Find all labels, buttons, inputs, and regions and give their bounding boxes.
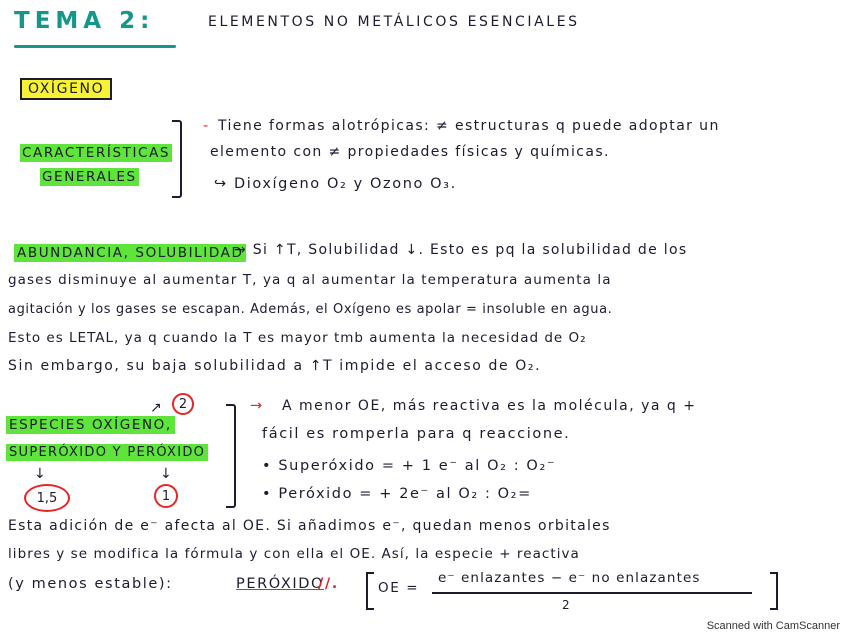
arrow-up-right-icon: ↗: [150, 400, 162, 416]
page-title: TEMA 2:: [14, 8, 155, 34]
abundancia-line2: gases disminuye al aumentar T, ya q al aumentar la temperatura aumenta la: [8, 272, 612, 288]
abundancia-line5: Sin embargo, su baja solubilidad a ↑T impide el acceso de O₂.: [8, 358, 542, 374]
especies-line1: A menor OE, más reactiva es la molécula, ya q +: [282, 398, 697, 414]
arrow-down-icon-right: ↓: [160, 466, 172, 482]
conclusion-line3-prefix: (y menos estable):: [8, 576, 173, 592]
page-subtitle: ELEMENTOS NO METÁLICOS ESENCIALES: [208, 14, 580, 30]
formula-denominator: 2: [562, 598, 572, 612]
abundancia-line1: → Si ↑T, Solubilidad ↓. Esto es pq la solubilidad de los: [234, 242, 688, 258]
caracteristicas-line1: Tiene formas alotrópicas: ≠ estructuras q puede adoptar un: [218, 118, 720, 134]
formula-numerator: e⁻ enlazantes − e⁻ no enlazantes: [438, 570, 701, 586]
formula-bracket-right: [770, 572, 778, 610]
especies-label-line2: SUPERÓXIDO Y PERÓXIDO: [6, 444, 208, 461]
caracteristicas-brace: [172, 120, 182, 198]
especies-brace: [226, 404, 236, 508]
circle-count-top: 2: [172, 393, 194, 415]
abundancia-label: ABUNDANCIA, SOLUBILIDAD: [14, 244, 246, 262]
circle-count-right: 1: [154, 484, 178, 508]
conclusion-answer: PERÓXIDO: [236, 576, 325, 592]
especies-bullet-peroxido: • Peróxido = + 2e⁻ al O₂ : O₂=: [262, 486, 532, 502]
caracteristicas-label-line2: GENERALES: [42, 169, 137, 185]
formula-lhs: OE =: [378, 580, 420, 596]
scanner-watermark: Scanned with CamScanner: [706, 620, 840, 632]
arrow-down-icon-left: ↓: [34, 466, 46, 482]
caracteristicas-label-line1: CARACTERÍSTICAS: [22, 145, 171, 161]
formula-bracket-left: [366, 572, 374, 610]
conclusion-line2: libres y se modifica la fórmula y con ella el OE. Así, la especie + reactiva: [8, 546, 580, 562]
section-label-oxigeno: OXÍGENO: [20, 78, 112, 100]
especies-line2: fácil es romperla para q reaccione.: [262, 426, 571, 442]
abundancia-line4: Esto es LETAL, ya q cuando la T es mayor tmb aumenta la necesidad de O₂: [8, 330, 587, 346]
especies-bullet-superoxido: • Superóxido = + 1 e⁻ al O₂ : O₂⁻: [262, 458, 557, 474]
caracteristicas-bullet: -: [203, 118, 210, 134]
caracteristicas-line2: elemento con ≠ propiedades físicas y químicas.: [210, 144, 610, 160]
especies-label-line1: ESPECIES OXÍGENO,: [6, 416, 175, 434]
conclusion-line1: Esta adición de e⁻ afecta al OE. Si añadimos e⁻, quedan menos orbitales: [8, 518, 611, 534]
title-underline: [14, 45, 176, 48]
formula-fraction-line: [432, 592, 752, 594]
especies-arrow: →: [250, 398, 264, 414]
abundancia-line3: agitación y los gases se escapan. Además, el Oxígeno es apolar = insoluble en agua.: [8, 302, 613, 317]
caracteristicas-line3: ↪ Dioxígeno O₂ y Ozono O₃.: [214, 176, 457, 192]
circle-count-left: 1,5: [24, 484, 70, 512]
double-slash-mark-icon: //.: [318, 576, 339, 592]
